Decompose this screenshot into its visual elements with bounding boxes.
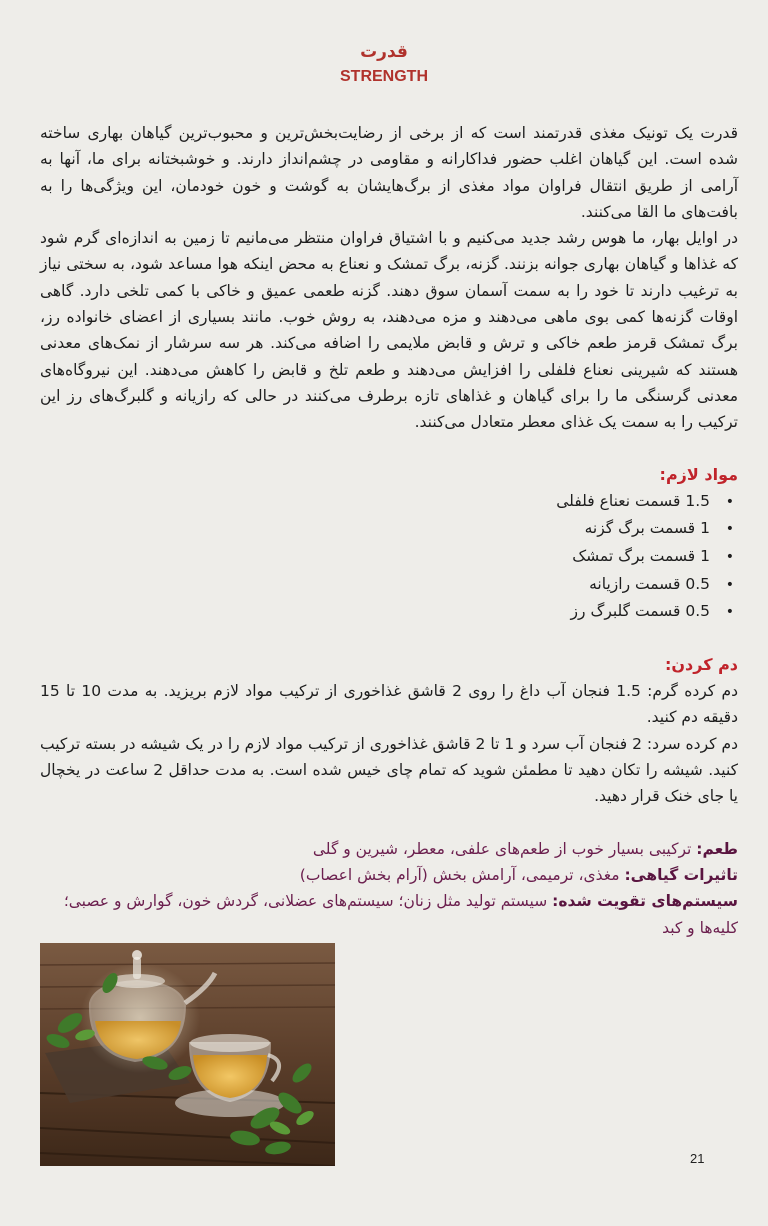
main-content xyxy=(40,120,738,941)
systems-label: سیستم‌های تقویت شده: xyxy=(552,892,738,911)
taste-line xyxy=(40,836,738,862)
list-item xyxy=(40,515,734,543)
ingredient-text: 0.5 قسمت رازیانه xyxy=(589,574,710,593)
effects-label: تاثیرات گیاهی: xyxy=(624,865,738,884)
list-item xyxy=(40,488,734,516)
effects-line xyxy=(40,862,738,888)
ingredients-heading: مواد لازم: xyxy=(659,464,738,484)
bullet-icon: • xyxy=(725,549,734,566)
ingredient-text: 0.5 قسمت گلبرگ رز xyxy=(570,602,710,621)
ingredients-list xyxy=(40,488,738,626)
hot-brew-instructions: دم کرده گرم: 1.5 فنجان آب داغ را روی 2 قاشق غذاخوری از ترکیب مواد لازم بریزید. به مدت 10 تا 15 دقیقه دم کنید. xyxy=(40,682,738,727)
ingredient-text: 1.5 قسمت نعناع فلفلی xyxy=(556,491,710,510)
bullet-icon: • xyxy=(725,493,734,510)
page-number: 21 xyxy=(690,1151,705,1166)
bullet-icon: • xyxy=(725,604,734,621)
tea-photo xyxy=(40,943,335,1166)
systems-value: سیستم تولید مثل زنان؛ سیستم‌های عضلانی، گردش خون، گوارش و عصبی؛ کلیه‌ها و کبد xyxy=(63,892,738,937)
page-title-english: STRENGTH xyxy=(340,68,428,85)
ingredient-text: 1 قسمت برگ تمشک xyxy=(572,547,710,566)
list-item xyxy=(40,543,734,571)
list-item xyxy=(40,598,734,626)
list-item xyxy=(40,571,734,599)
ingredient-text: 1 قسمت برگ گزنه xyxy=(584,519,710,538)
taste-value: ترکیبی بسیار خوب از طعم‌های علفی، معطر، شیرین و گلی xyxy=(312,839,692,858)
bullet-icon: • xyxy=(725,521,734,538)
brewing-heading: دم کردن: xyxy=(664,654,738,674)
systems-line xyxy=(40,888,738,941)
effects-value: مغذی، ترمیمی، آرامش بخش (آرام بخش اعصاب) xyxy=(299,865,620,884)
page-title-persian: قدرت xyxy=(360,42,408,62)
intro-paragraph-2: در اوایل بهار، ما هوس رشد جدید می‌کنیم و با اشتیاق فراوان منتظر می‌مانیم تا زمین به اندازه‌ای گرم شود که غذاها و گیاهان بهاری جوانه بزنند. گزنه، برگ تمشک و نعناع به محض اینکه هوا مساعد شود، به سختی نیاز به ترغیب دارند تا خود را به سمت آسمان سوق دهند. گزنه طعمی عمیق و خاکی با کمی تلخی دارد. گاهی اوقات گزنه‌ها کمی بوی ماهی می‌دهند و مزه می‌دهند، به روش خوب. مانند بسیاری از اعضای خانواده رز، برگ تمشک قرمز طعم خاکی و ترش و قابض ملایمی را اضافه می‌کند. هر سه سرشار از نمک‌های معدنی هستند که شیرینی نعناع فلفلی را افزایش می‌دهند و طعم تلخ و قابض را کاهش می‌دهند. این نیروگاه‌های معدنی گرسنگی ما را برای گیاهان و غذاهای تازه برطرف می‌کنند در حالی که رازیانه و گلبرگ‌های رز این ترکیب را به سمت یک غذای معطر متعادل می‌کنند. xyxy=(40,229,738,432)
taste-label: طعم: xyxy=(696,839,738,858)
cold-brew-instructions: دم کرده سرد: 2 فنجان آب سرد و 1 تا 2 قاشق غذاخوری از ترکیب مواد لازم را در یک شیشه در بسته ترکیب کنید. شیشه را تکان دهید تا مطمئن شوید که تمام چای خیس شده است. به مدت حداقل 2 ساعت در یخچال یا جای خنک قرار دهید. xyxy=(40,734,738,806)
bullet-icon: • xyxy=(725,576,734,593)
intro-paragraph-1: قدرت یک تونیک مغذی قدرتمند است که از برخی از رضایت‌بخش‌ترین و محبوب‌ترین گیاهان بهاری ساخته شده است. این گیاهان اغلب حضور فداکارانه و مقاومی در چشم‌انداز دارند. و خوشبختانه برای ما، آنها به آرامی از طریق انتقال فراوان مواد مغذی از برگ‌هایشان به گوشت و خون خودمان، این ویژگی‌ها را به بافت‌های ما القا می‌کنند. xyxy=(40,124,738,221)
